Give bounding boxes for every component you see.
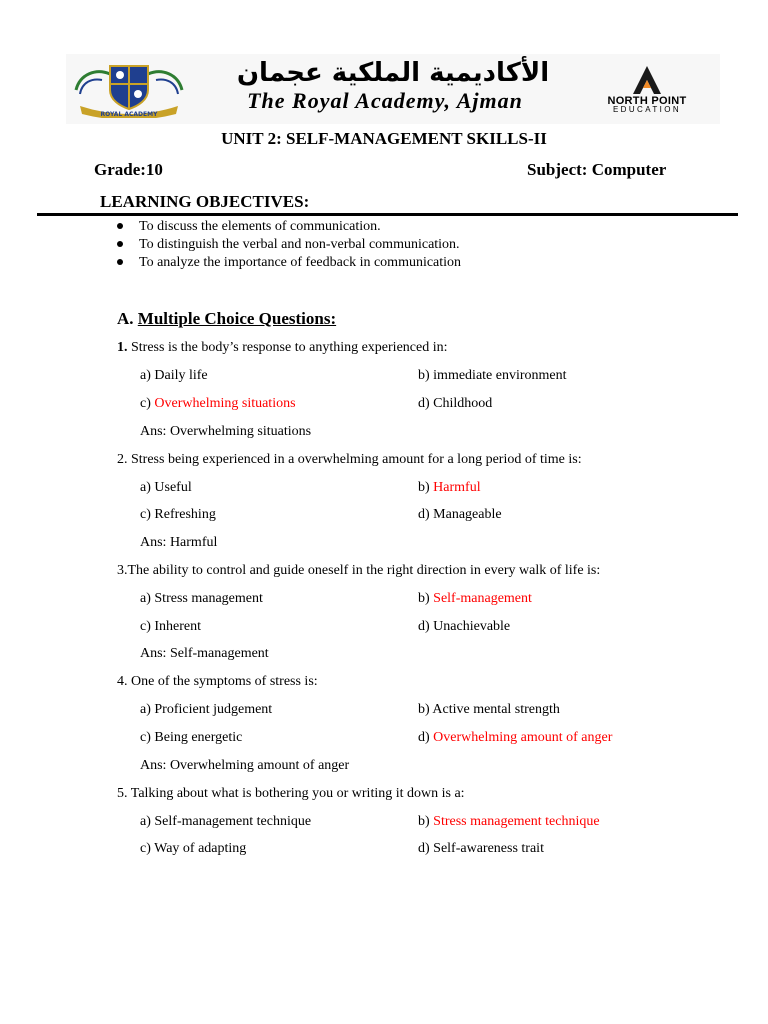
- option-2c: c) Refreshing: [140, 507, 216, 522]
- option-1c: c) Overwhelming situations: [140, 396, 296, 411]
- section-heading: A. Multiple Choice Questions:: [117, 309, 337, 328]
- option-4c: c) Being energetic: [140, 730, 243, 745]
- academy-crest-logo: [70, 60, 188, 118]
- option-5c: c) Way of adapting: [140, 841, 247, 856]
- english-school-name: The Royal Academy, Ajman: [247, 88, 523, 113]
- partner-name: NORTH POINT: [607, 95, 687, 107]
- option-3c: c) Inherent: [140, 619, 202, 634]
- option-5b: b) Stress management technique: [418, 814, 600, 829]
- option-1d: d) Childhood: [418, 396, 493, 411]
- option-5d: d) Self-awareness trait: [418, 841, 544, 856]
- answer-4: Ans: Overwhelming amount of anger: [140, 758, 350, 773]
- option-1b: b) immediate environment: [418, 368, 567, 383]
- objective-item: To distinguish the verbal and non-verbal communication.: [117, 237, 460, 253]
- bullet-icon: [117, 259, 123, 265]
- objectives-heading: LEARNING OBJECTIVES:: [100, 192, 310, 211]
- crest-ribbon-text: ROYAL ACADEMY: [100, 111, 158, 118]
- option-3d: d) Unachievable: [418, 619, 511, 634]
- option-4d: d) Overwhelming amount of anger: [418, 730, 613, 745]
- question-2: 2. Stress being experienced in a overwhelming amount for a long period of time is:: [117, 452, 582, 467]
- question-4: 4. One of the symptoms of stress is:: [117, 674, 318, 689]
- bullet-icon: [117, 223, 123, 229]
- answer-3: Ans: Self-management: [140, 646, 269, 661]
- grade-label: Grade:10: [94, 160, 163, 179]
- heading-divider: [37, 213, 738, 216]
- objective-item: To discuss the elements of communication.: [117, 219, 381, 235]
- option-3b: b) Self-management: [418, 591, 532, 606]
- objective-item: To analyze the importance of feedback in communication: [117, 255, 461, 271]
- option-5a: a) Self-management technique: [140, 814, 312, 829]
- question-1: 1. Stress is the body’s response to anything experienced in:: [117, 340, 448, 355]
- option-4b: b) Active mental strength: [418, 702, 560, 717]
- answer-2: Ans: Harmful: [140, 535, 218, 550]
- answer-1: Ans: Overwhelming situations: [140, 424, 312, 439]
- option-2a: a) Useful: [140, 480, 192, 495]
- option-3a: a) Stress management: [140, 591, 263, 606]
- question-5: 5. Talking about what is bothering you or writing it down is a:: [117, 786, 465, 801]
- option-2d: d) Manageable: [418, 507, 502, 522]
- option-2b: b) Harmful: [418, 480, 481, 495]
- arabic-school-name: الأكاديمية الملكية عجمان: [236, 58, 550, 88]
- option-4a: a) Proficient judgement: [140, 702, 273, 717]
- question-3: 3.The ability to control and guide oneself in the right direction in every walk of life is:: [117, 563, 601, 578]
- unit-title: UNIT 2: SELF-MANAGEMENT SKILLS-II: [221, 129, 547, 148]
- partner-subtitle: EDUCATION: [612, 105, 682, 114]
- bullet-icon: [117, 241, 123, 247]
- option-1a: a) Daily life: [140, 368, 208, 383]
- subject-label: Subject: Computer: [527, 160, 667, 179]
